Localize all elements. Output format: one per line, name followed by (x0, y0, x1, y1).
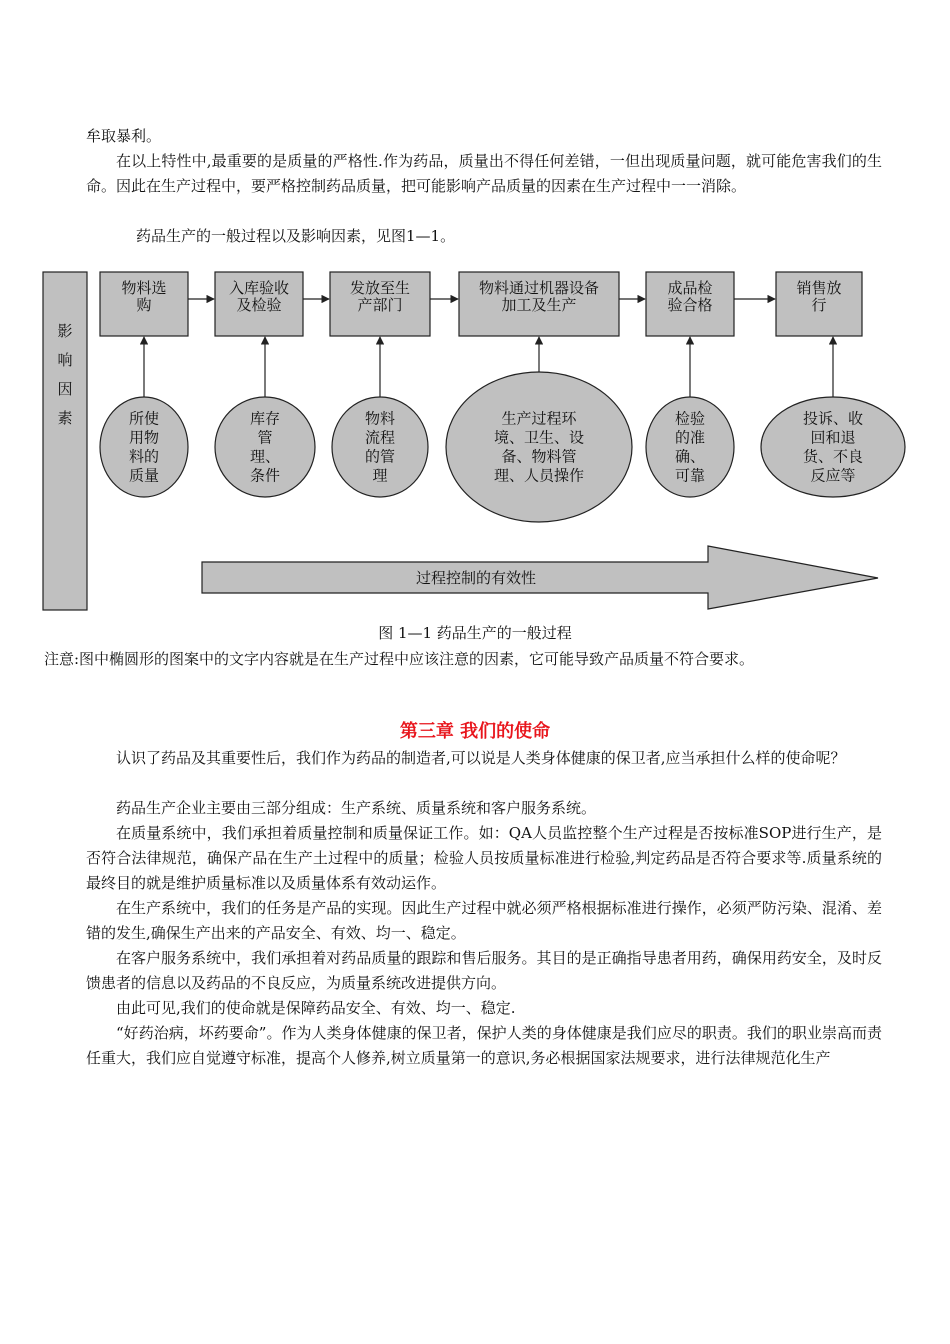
process-step-label: 入库验收 (228, 279, 290, 297)
intro-paragraph-3: 药品生产的一般过程以及影响因素，见图1—1。 (136, 227, 456, 245)
factor-label: 条件 (249, 466, 281, 485)
factor-label: 备、物料管 (501, 447, 577, 466)
factor-label: 料的 (128, 447, 160, 466)
factor-label: 的管 (364, 447, 396, 466)
influence-bar-label-char: 影 (57, 322, 73, 340)
process-control-arrow (202, 546, 878, 609)
process-step-label: 及检验 (236, 296, 282, 314)
chapter-title: 第三章 我们的使命 (399, 721, 551, 742)
process-step-label: 物料选 (121, 279, 167, 297)
factor-label: 质量 (128, 466, 160, 485)
chapter-paragraph-1: 认识了药品及其重要性后，我们作为药品的制造者,可以说是人类身体健康的保卫者,应当承担什么样的使命呢？ (116, 749, 846, 767)
intro-paragraph-2: 在以上特性中,最重要的是质量的严格性.作为药品，质量出不得任何差错，一但出现质量问题，就可能危害我们的生命。因此在生产过程中，要严格控制药品质量，把可能影响产品质量的因素在生产过程中一一消除。 (86, 152, 882, 195)
figure-note: 注意:图中椭圆形的图案中的文字内容就是在生产过程中应该注意的因素，它可能导致产品质量不符合要求。 (44, 650, 755, 668)
process-step-label: 销售放 (796, 279, 842, 297)
chapter-paragraph-4: 在生产系统中，我们的任务是产品的实现。因此生产过程中就必须严格根据标准进行操作，必须严防污染、混淆、差错的发生,确保生产出来的产品安全、有效、均一、稳定。 (86, 899, 882, 942)
process-step-label: 成品检 (667, 279, 713, 297)
process-step-label: 加工及生产 (501, 296, 577, 314)
factor-label: 确、 (674, 447, 706, 466)
influence-bar-label-char: 因 (57, 380, 73, 398)
factor-label: 货、不良 (802, 447, 864, 466)
factor-label: 用物 (128, 428, 160, 447)
chapter-paragraph-7: “好药治病，坏药要命”。作为人类身体健康的保卫者，保护人类的身体健康是我们应尽的职责。我们的职业崇高而责任重大，我们应自觉遵守标准，提高个人修养,树立质量第一的意识,务必根据国家法规要求，进行法律规范化生产 (86, 1024, 882, 1067)
factor-label: 回和退 (810, 428, 856, 447)
figure-caption: 图 1—1 药品生产的一般过程 (378, 624, 572, 642)
chapter-paragraph-2: 药品生产企业主要由三部分组成：生产系统、质量系统和客户服务系统。 (116, 799, 597, 817)
factor-label: 管 (257, 428, 273, 447)
influence-bar-label-char: 素 (57, 409, 73, 427)
process-control-arrow-label: 过程控制的有效性 (415, 569, 537, 587)
process-step-label: 发放至生 (349, 279, 411, 297)
factor-label: 检验 (674, 409, 706, 428)
intro-paragraph-1: 牟取暴利。 (86, 127, 162, 145)
factor-label: 投诉、收 (802, 409, 864, 428)
factor-label: 理 (372, 466, 388, 485)
process-control-arrow-shape (202, 546, 878, 609)
factor-label: 所使 (128, 409, 160, 428)
process-step-label: 验合格 (667, 296, 713, 314)
factor-label: 生产过程环 (501, 409, 577, 428)
process-steps (100, 272, 862, 336)
chapter-paragraph-5: 在客户服务系统中，我们承担着对药品质量的跟踪和售后服务。其目的是正确指导患者用药，确保用药安全，及时反馈患者的信息以及药品的不良反应，为质量系统改进提供方向。 (86, 949, 882, 992)
factor-label: 库存 (249, 409, 281, 428)
process-step-label: 行 (811, 296, 827, 314)
chapter-paragraph-3: 在质量系统中，我们承担着质量控制和质量保证工作。如：QA人员监控整个生产过程是否按标准SOP进行生产，是否符合法律规范，确保产品在生产土过程中的质量；检验人员按质量标准进行检验,判定药品是否符合要求等.质量系统的最终目的就是维护质量标准以及质量体系有效动运作。 (86, 824, 882, 892)
factor-label: 可靠 (674, 466, 706, 485)
factor-label: 理、 (249, 447, 281, 466)
factor-label: 流程 (364, 428, 396, 447)
factor-label: 的准 (674, 428, 706, 447)
factor-label: 境、卫生、设 (493, 428, 585, 447)
chapter-paragraph-6: 由此可见,我们的使命就是保障药品安全、有效、均一、稳定. (116, 999, 516, 1017)
influence-factors-bar (43, 272, 87, 610)
influence-factors (100, 337, 905, 522)
process-step-label: 购 (136, 296, 152, 314)
process-step-label: 产部门 (357, 296, 403, 314)
factor-label: 理、人员操作 (493, 466, 585, 485)
factor-label: 反应等 (810, 466, 856, 485)
process-step-label: 物料通过机器设备 (478, 279, 600, 297)
factor-label: 物料 (364, 409, 396, 428)
influence-bar-label-char: 响 (57, 351, 73, 369)
